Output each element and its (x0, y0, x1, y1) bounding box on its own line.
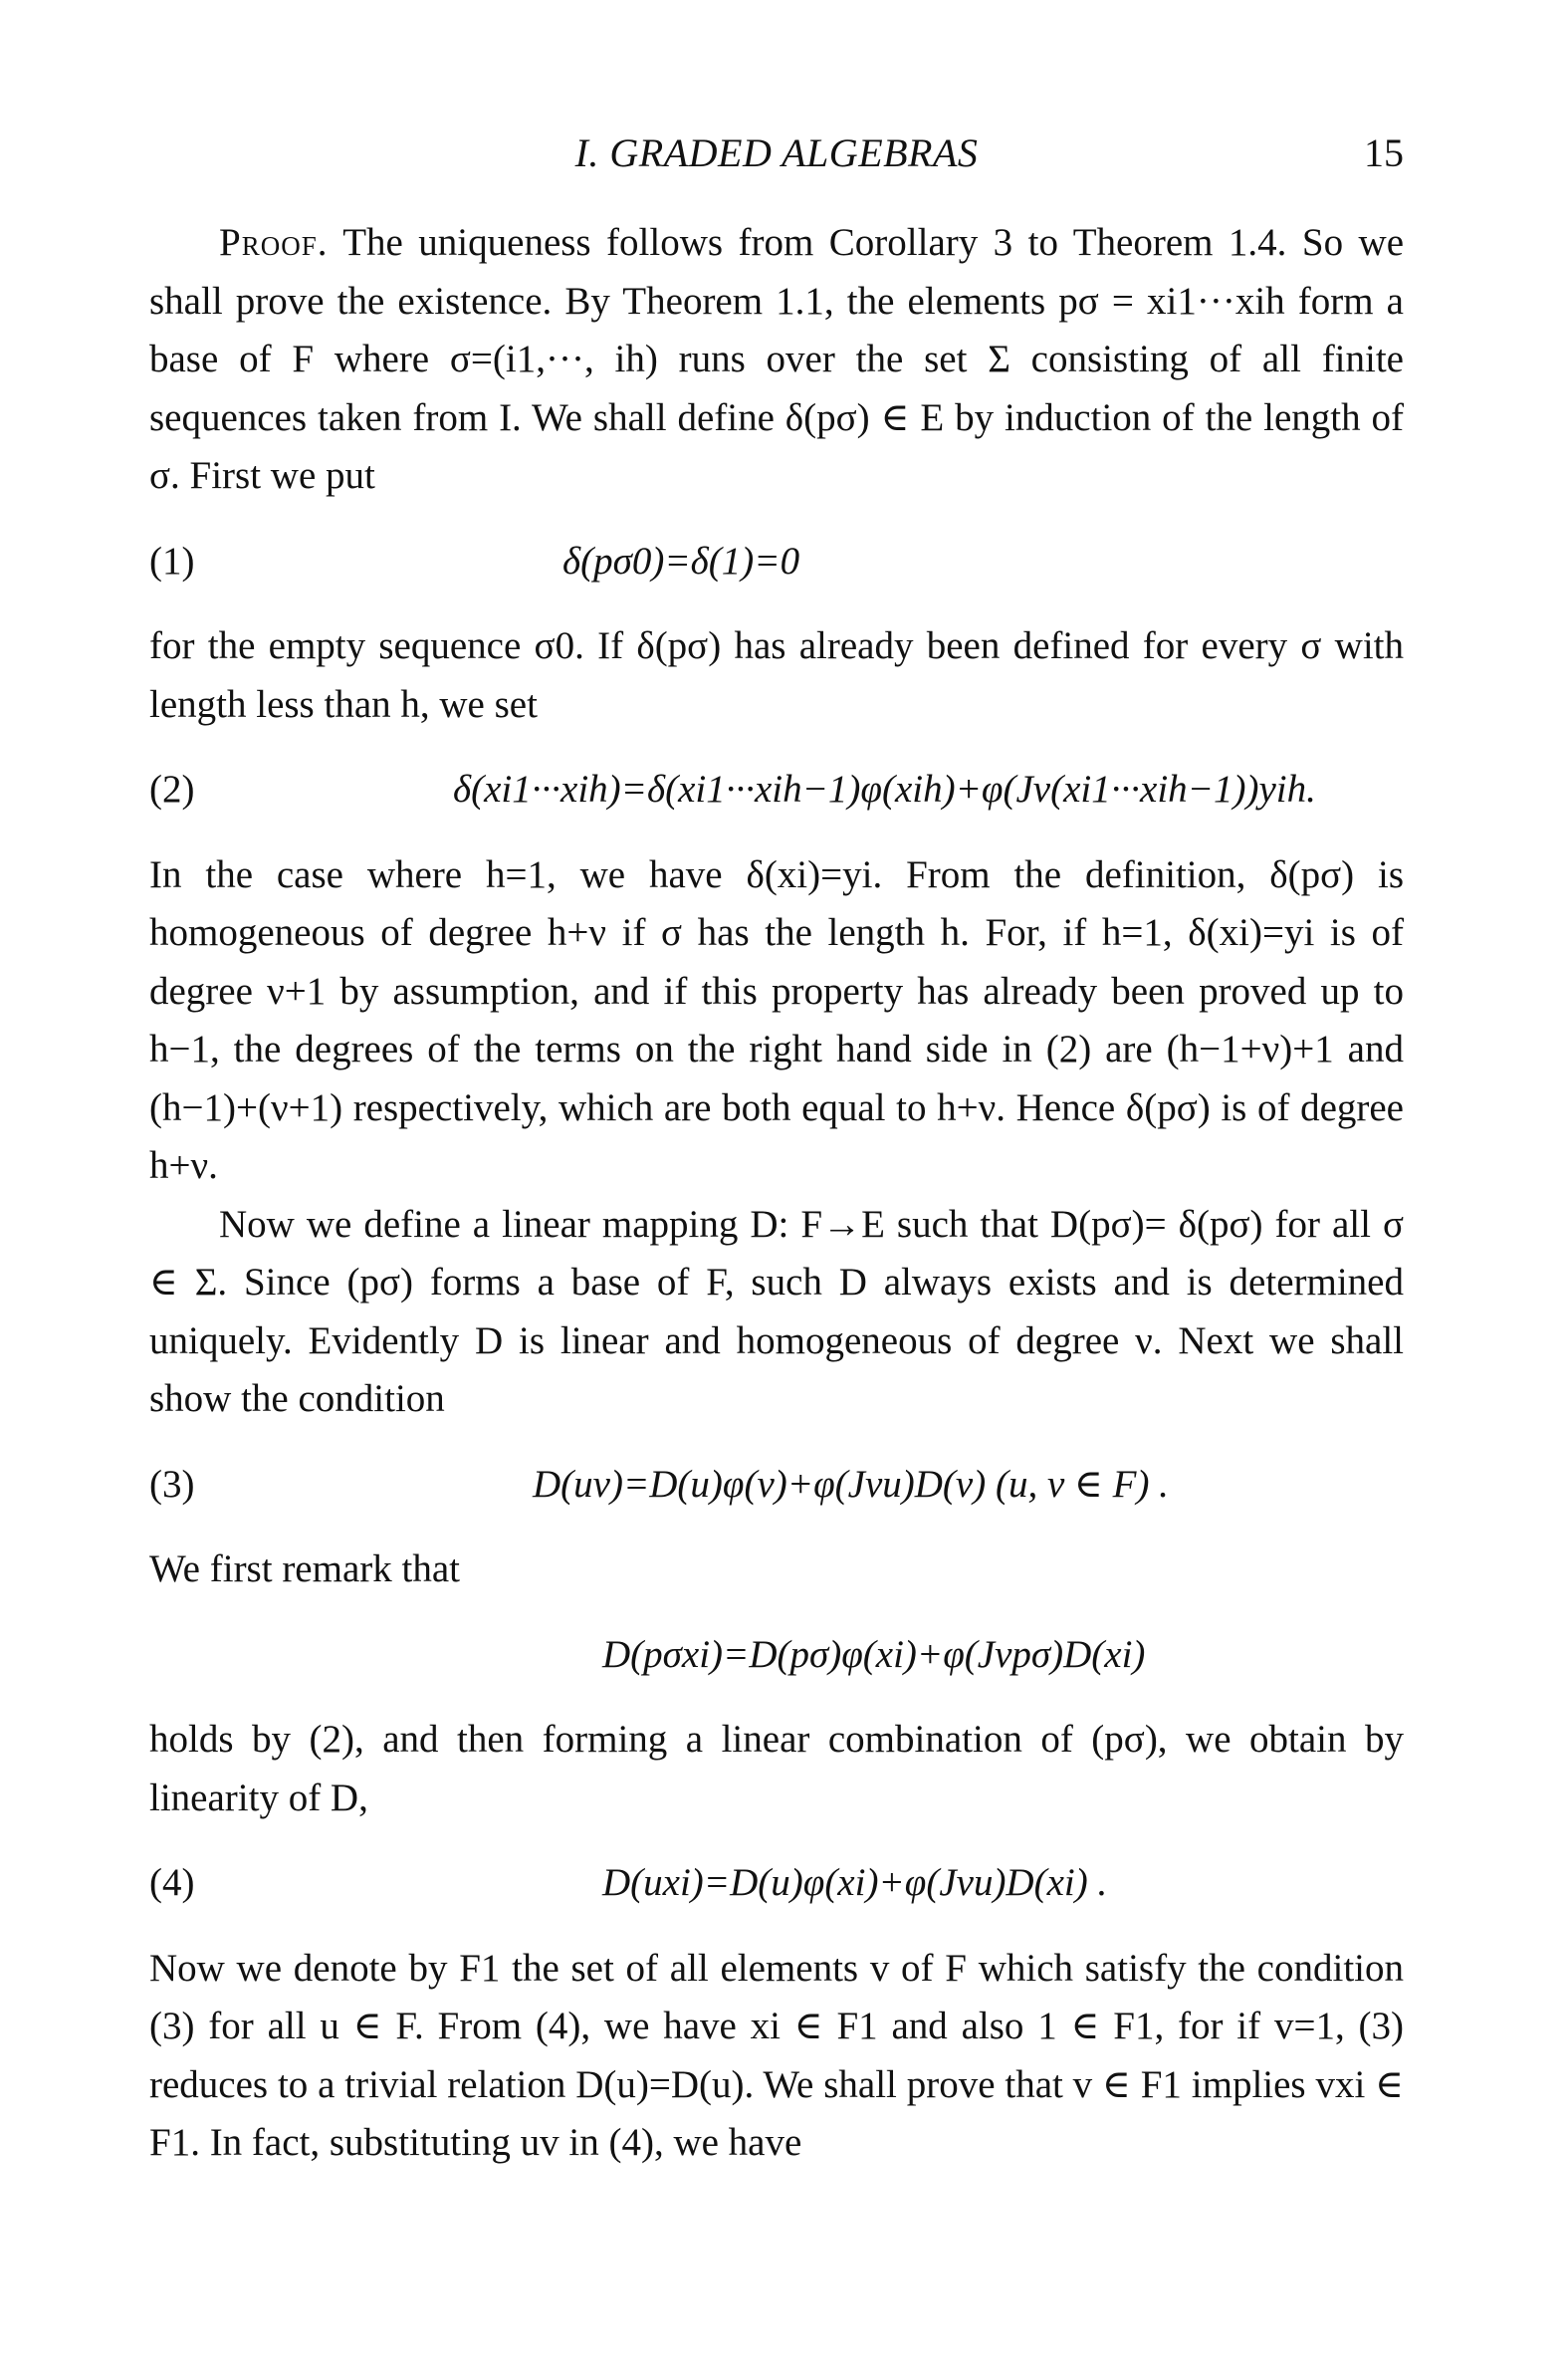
paragraph: holds by (2), and then forming a linear combination of (pσ), we obtain by linearity of D, (149, 1718, 1404, 1819)
paragraph: In the case where h=1, we have δ(xi)=yi. From the definition, δ(pσ) is homogeneous of degree h+ν if σ has the length h. For, if h=1, δ(xi)=yi is of degree ν+1 by assumption, and if this property has already been proved up to h−1, the degrees of the terms on the right hand side in (2) are (h−1+ν)+1 and (h−1)+(ν+1) respectively, which are both equal to h+ν. Hence δ(pσ) is of degree h+ν. (149, 852, 1404, 1187)
page-body (149, 214, 1404, 2173)
paragraph: for the empty sequence σ0. If δ(pσ) has already been defined for every σ with length less than h, we set (149, 624, 1404, 726)
proof-label: Proof. (219, 221, 329, 264)
paragraph: Now we define a linear mapping D: F→E such that D(pσ)= δ(pσ) for all σ ∈ Σ. Since (pσ) forms a base of F, such D always exists and is determined uniquely. Evidently D is linear and homogeneous of degree ν. Next we shall show the condition (149, 1202, 1404, 1420)
equation-expression: δ(pσ0)=δ(1)=0 (562, 539, 800, 583)
paragraph: We first remark that (149, 1547, 460, 1590)
running-title: I. GRADED ALGEBRAS (574, 130, 979, 175)
equation-expression: D(uv)=D(u)φ(v)+φ(Jνu)D(v) (u, v ∈ F) . (533, 1462, 1169, 1506)
page-header (149, 124, 1404, 184)
equation-number: (1) (149, 539, 195, 583)
equation-3 (149, 1456, 1404, 1515)
equation-unnumbered (149, 1626, 1404, 1685)
equation-4 (149, 1854, 1404, 1913)
equation-number: (3) (149, 1462, 195, 1506)
paragraph-text: The uniqueness follows from Corollary 3 to Theorem 1.4. So we shall prove the existence. By Theorem 1.1, the elements pσ = xi1···xih form a base of F where σ=(i1,···, ih) runs over the set Σ consisting of all finite sequences taken from I. We shall define δ(pσ) ∈ E by induction of the length of σ. First we put (149, 221, 1404, 497)
proof-paragraph (149, 214, 1404, 506)
equation-expression: D(pσxi)=D(pσ)φ(xi)+φ(Jνpσ)D(xi) (602, 1632, 1146, 1676)
equation-expression: D(uxi)=D(u)φ(xi)+φ(Jνu)D(xi) . (602, 1861, 1108, 1904)
paragraph: Now we denote by F1 the set of all elements v of F which satisfy the condition (3) for all u ∈ F. From (4), we have xi ∈ F1 and also 1 ∈ F1, for if v=1, (3) reduces to a trivial relation D(u)=D(u). We shall prove that v ∈ F1 implies vxi ∈ F1. In fact, substituting uv in (4), we have (149, 1946, 1404, 2164)
equation-1 (149, 533, 1404, 592)
equation-number: (2) (149, 768, 195, 811)
equation-expression: δ(xi1···xih)=δ(xi1···xih−1)φ(xih)+φ(Jν(xi1···xih−1))yih. (453, 768, 1316, 811)
page-number: 15 (1364, 130, 1404, 175)
equation-number: (4) (149, 1861, 195, 1904)
equation-2 (149, 761, 1404, 820)
